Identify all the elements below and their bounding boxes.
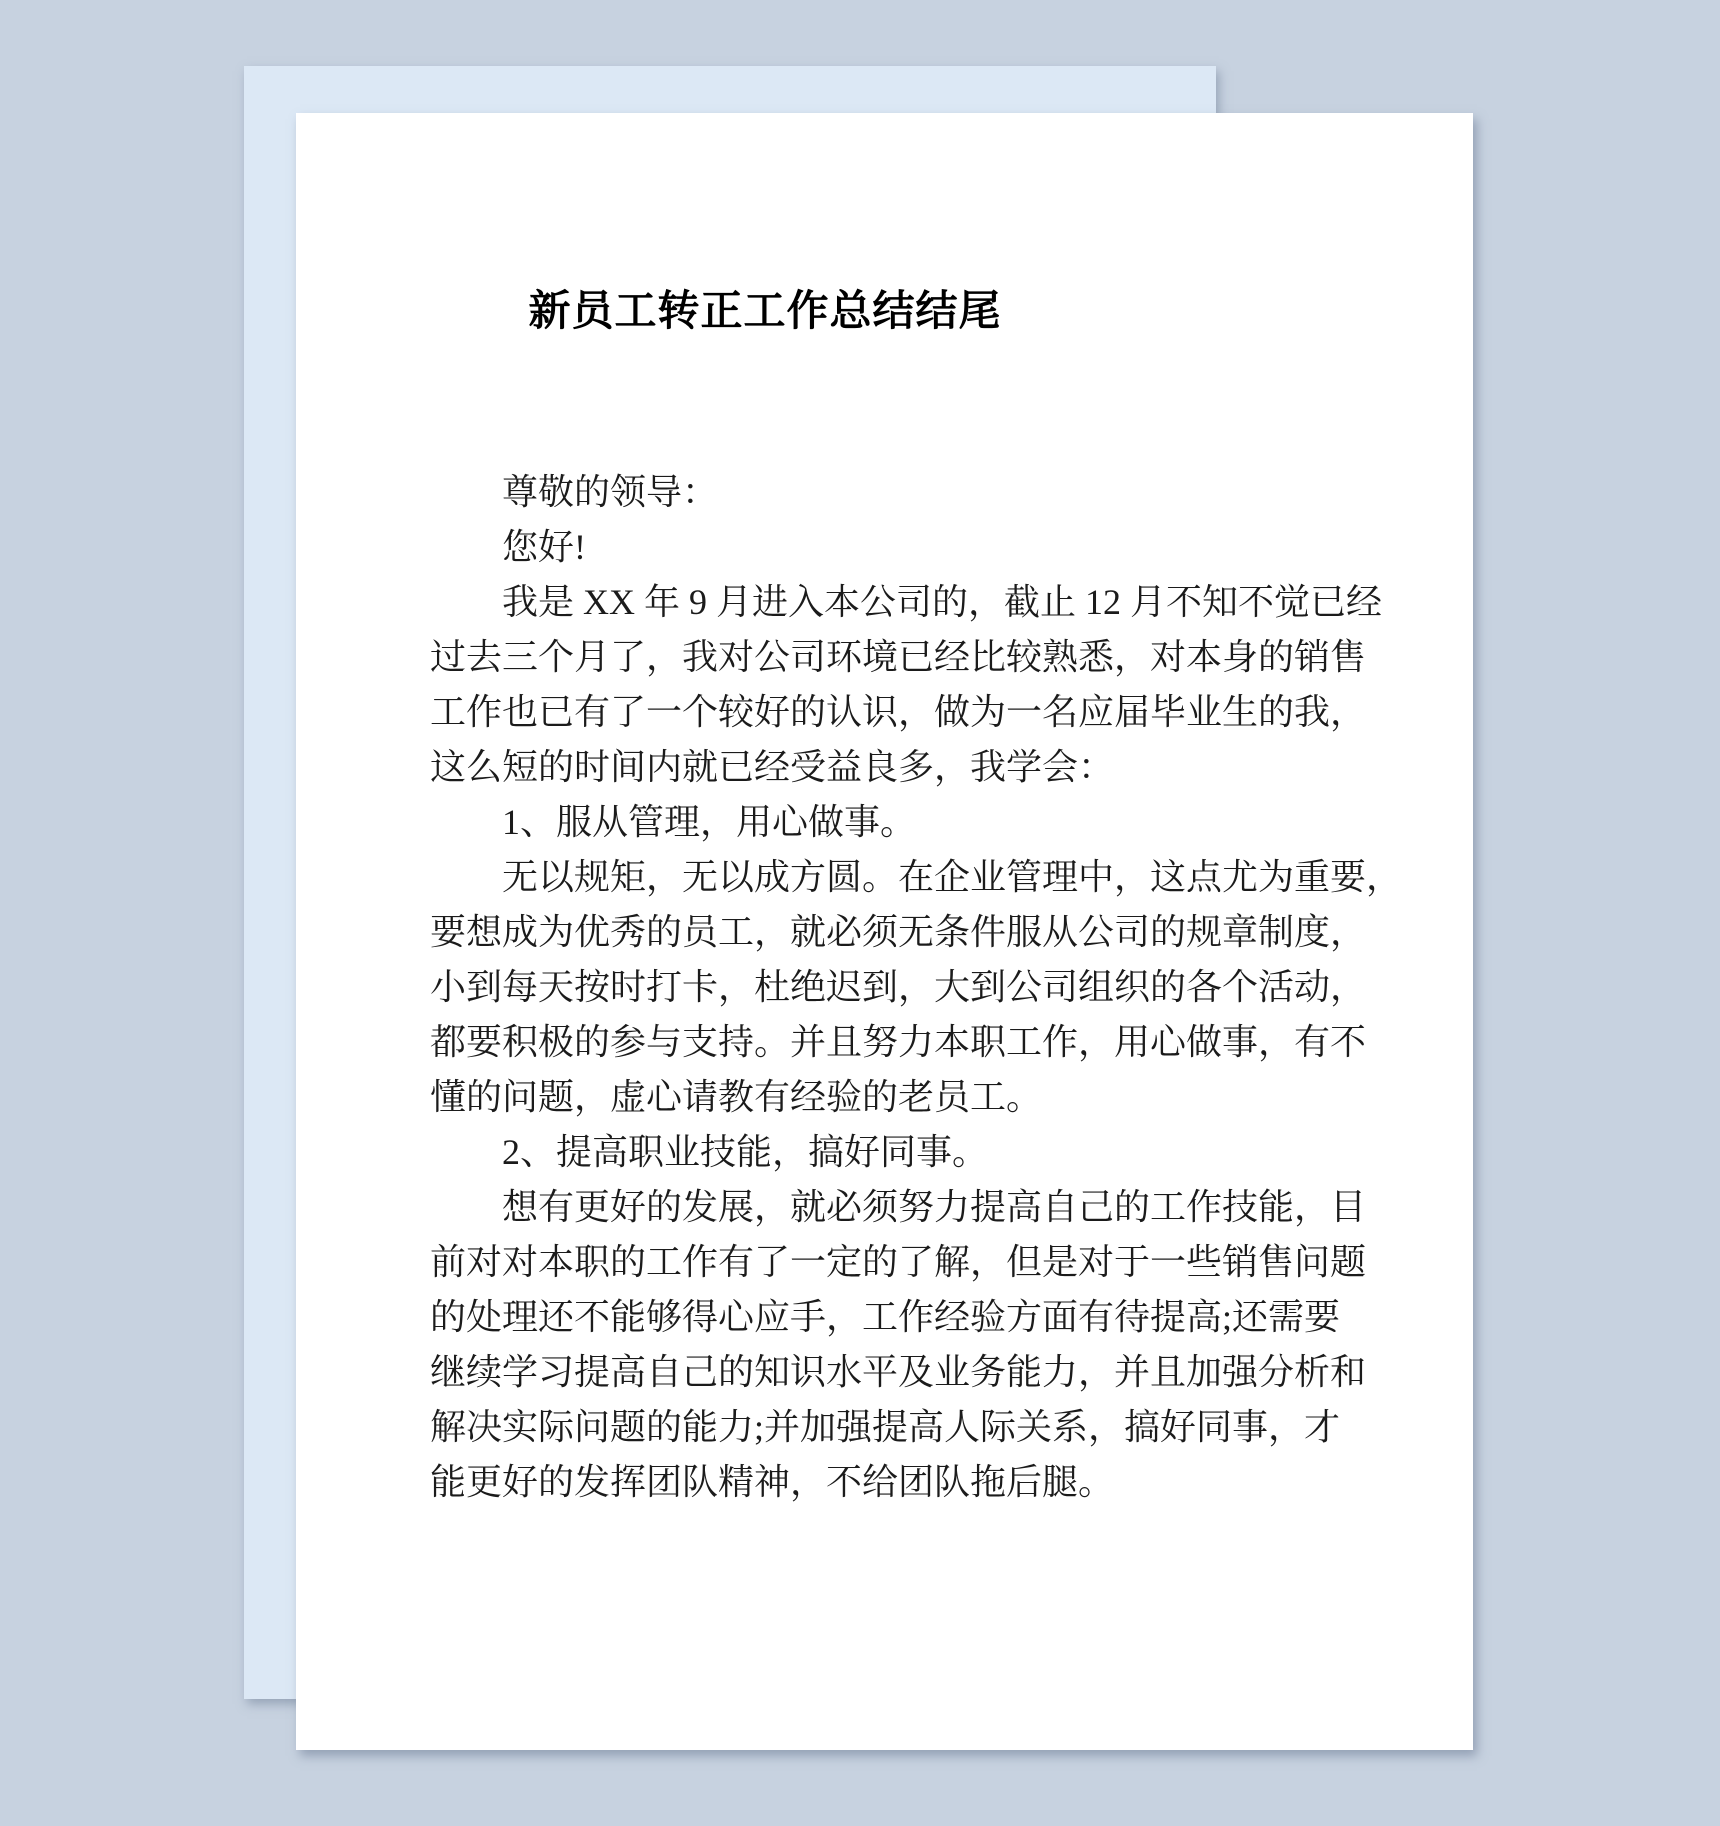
document-line: 懂的问题，虚心请教有经验的老员工。 (430, 1077, 1043, 1117)
document-line: 能更好的发挥团队精神，不给团队拖后腿。 (430, 1462, 1115, 1502)
document-line: 要想成为优秀的员工，就必须无条件服从公司的规章制度， (430, 912, 1367, 952)
document-line: 无以规矩，无以成方圆。在企业管理中，这点尤为重要， (502, 857, 1403, 897)
document-line: 继续学习提高自己的知识水平及业务能力，并且加强分析和 (430, 1352, 1367, 1392)
document-title: 新员工转正工作总结结尾 (528, 287, 1002, 334)
document-line: 工作也已有了一个较好的认识，做为一名应届毕业生的我， (430, 692, 1367, 732)
document-content (430, 113, 1403, 1510)
document-line: 这么短的时间内就已经受益良多，我学会： (430, 747, 1115, 787)
document-line: 都要积极的参与支持。并且努力本职工作，用心做事，有不 (430, 1022, 1367, 1062)
document-line: 1、服从管理，用心做事。 (502, 802, 917, 842)
document-line: 想有更好的发展，就必须努力提高自己的工作技能，目 (502, 1187, 1367, 1227)
document-line: 的处理还不能够得心应手，工作经验方面有待提高;还需要 (430, 1297, 1341, 1337)
document-body (430, 465, 1403, 1510)
document-line: 过去三个月了，我对公司环境已经比较熟悉，对本身的销售 (430, 637, 1367, 677)
document-line: 您好! (502, 527, 586, 567)
document-page (296, 113, 1473, 1750)
document-line: 2、提高职业技能，搞好同事。 (502, 1132, 989, 1172)
document-line: 小到每天按时打卡，杜绝迟到，大到公司组织的各个活动， (430, 967, 1367, 1007)
document-line: 解决实际问题的能力;并加强提高人际关系，搞好同事，才 (430, 1407, 1341, 1447)
document-line: 尊敬的领导： (502, 472, 719, 512)
document-line: 我是 XX 年 9 月进入本公司的，截止 12 月不知不觉已经 (502, 582, 1382, 622)
document-line: 前对对本职的工作有了一定的了解，但是对于一些销售问题 (430, 1242, 1367, 1282)
